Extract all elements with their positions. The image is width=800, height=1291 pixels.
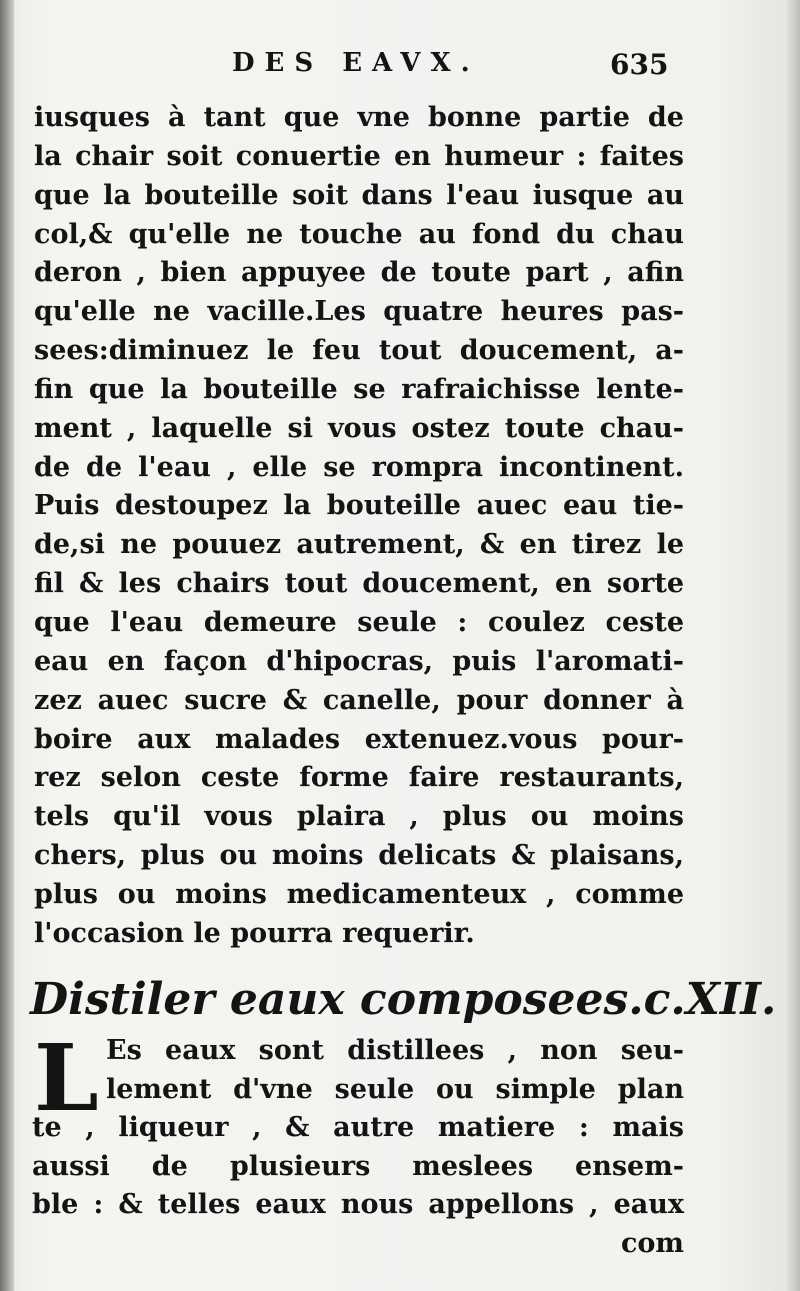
text-line: plus ou moins medicamenteux , comme — [34, 878, 684, 910]
text-line: te , liqueur , & autre matiere : mais — [32, 1112, 684, 1144]
text-line: fin que la bouteille se rafraichisse lente- — [34, 373, 684, 405]
text-line: l'occasion le pourra requerir. — [34, 917, 475, 949]
text-line: Es eaux sont distillees , non seu- — [106, 1035, 684, 1066]
running-head: DES EAVX. — [232, 48, 480, 78]
catchword: com — [620, 1227, 684, 1259]
chapter-heading: Distiler eaux composees.c.XII. — [30, 974, 777, 1025]
text-line: qu'elle ne vacille.Les quatre heures pas- — [34, 296, 684, 328]
text-line: que l'eau demeure seule : coulez ceste — [34, 606, 684, 638]
drop-cap: L — [34, 1024, 99, 1132]
text-line: fil & les chairs tout doucement, en sorte — [34, 568, 684, 600]
body-text — [34, 99, 684, 954]
page-shadow-left — [0, 0, 14, 1291]
text-line: iusques à tant que vne bonne partie de — [34, 102, 684, 133]
text-line: boire aux malades extenuez.vous pour- — [34, 723, 684, 755]
text-line: de de l'eau , elle se rompra incontinent. — [34, 451, 684, 483]
text-line: lement d'vne seule ou simple plan — [106, 1073, 684, 1105]
text-line: ble : & telles eaux nous appellons , eaux — [32, 1189, 684, 1221]
text-line: deron , bien appuyee de toute part , afin — [34, 257, 684, 289]
page-shadow-right — [784, 0, 800, 1291]
text-line: la chair soit conuertie en humeur : faites — [34, 140, 684, 172]
text-line: rez selon ceste forme faire restaurants, — [34, 762, 684, 794]
page-header — [0, 48, 800, 88]
text-line: tels qu'il vous plaira , plus ou moins — [34, 801, 684, 833]
text-line: que la bouteille soit dans l'eau iusque au — [34, 179, 684, 211]
text-line: eau en façon d'hipocras, puis l'aromati- — [34, 645, 684, 677]
text-line: ment , laquelle si vous ostez toute chau- — [34, 412, 684, 444]
text-line: col,& qu'elle ne touche au fond du chau — [34, 218, 684, 250]
chapter-text — [32, 1024, 684, 1264]
text-line: zez auec sucre & canelle, pour donner à — [34, 684, 684, 716]
text-line: de,si ne pouuez autrement, & en tirez le — [34, 529, 684, 561]
text-line: chers, plus ou moins delicats & plaisans, — [34, 840, 684, 872]
text-line: aussi de plusieurs meslees ensem- — [32, 1150, 684, 1182]
text-line: Puis destoupez la bouteille auec eau tie- — [34, 490, 684, 522]
text-line: sees:diminuez le feu tout doucement, a- — [34, 335, 684, 367]
page-number: 635 — [610, 48, 669, 81]
